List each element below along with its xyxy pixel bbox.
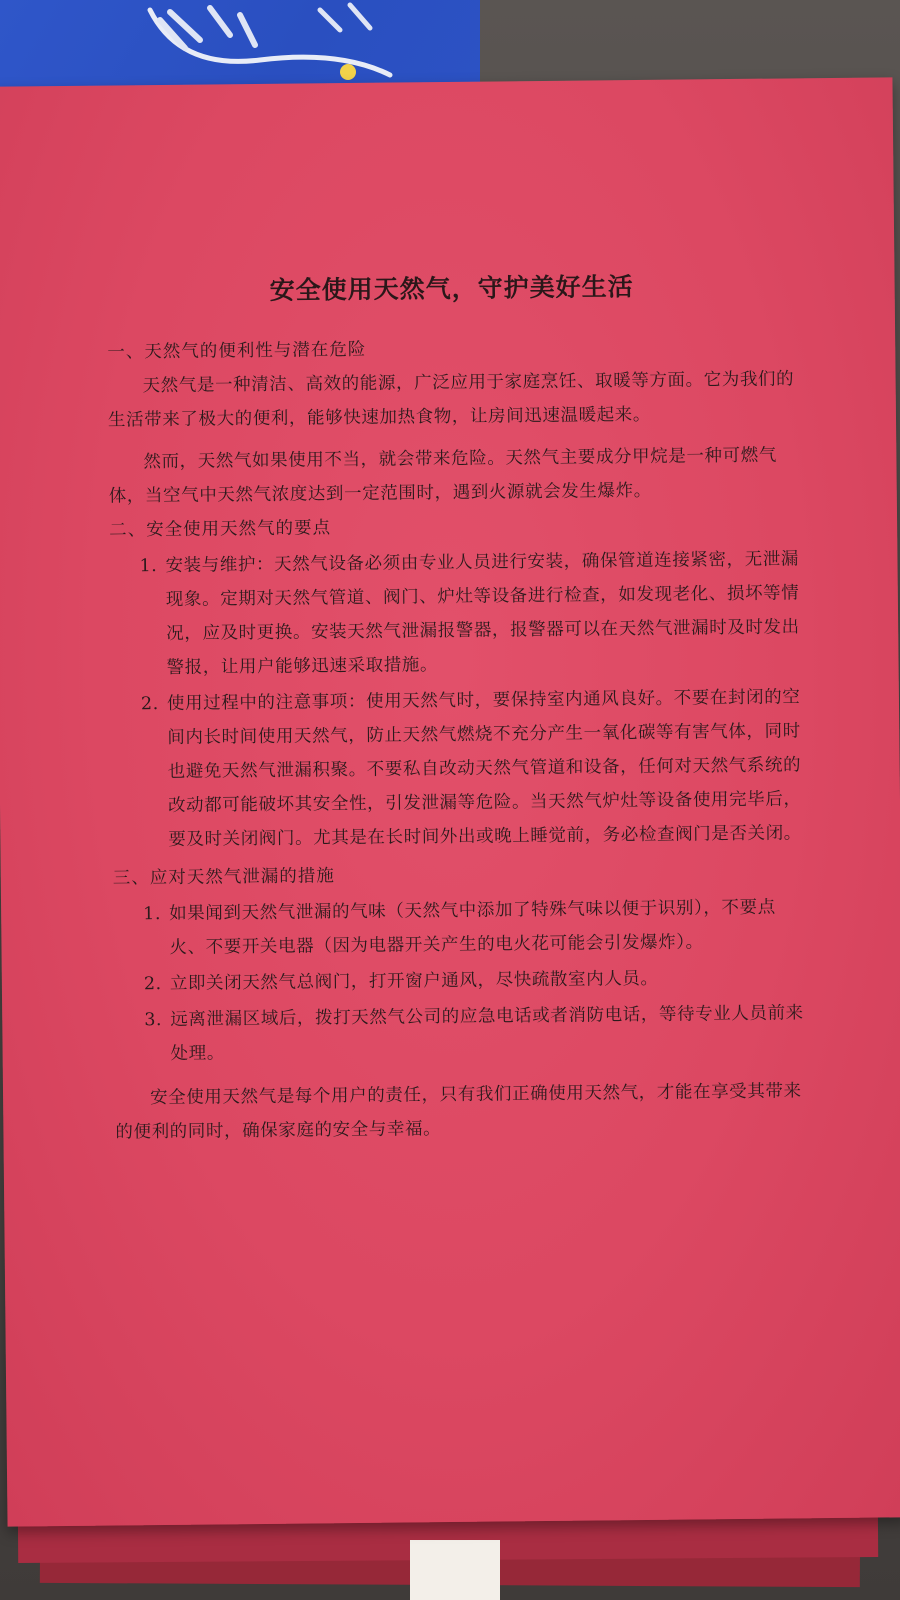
list-number: 1. <box>139 556 158 577</box>
list-text: 远离泄漏区域后，拨打天然气公司的应急电话或者消防电话，等待专业人员前来处理。 <box>170 1003 804 1064</box>
section-heading: 三、应对天然气泄漏的措施 <box>112 866 335 889</box>
document-title: 安全使用天然气，守护美好生活 <box>269 272 634 305</box>
list-text: 立即关闭天然气总阀门，打开窗户通风，尽快疏散室内人员。 <box>169 968 659 994</box>
section-heading: 一、天然气的便利性与潜在危险 <box>107 339 367 363</box>
list-item <box>111 680 803 857</box>
list-number: 1. <box>143 904 162 925</box>
paragraph: 天然气是一种清洁、高效的能源，广泛应用于家庭烹饪、取暖等方面。它为我们的生活带来了极大的便利，能够快速加热食物，让房间迅速温暖起来。 <box>107 369 795 431</box>
closing-paragraph: 安全使用天然气是每个用户的责任，只有我们正确使用天然气，才能在享受其带来的便利的同时，确保家庭的安全与幸福。 <box>115 1081 802 1143</box>
list-item <box>114 960 804 1001</box>
list-item <box>109 542 800 685</box>
list-text: 使用过程中的注意事项：使用天然气时，要保持室内通风良好。不要在封闭的空间内长时间使用天然气，防止天然气燃烧不充分产生一氧化碳等有害气体，同时也避免天然气泄漏积聚。不要私自改动天然气管道和设备，任何对天然气系统的改动都可能破坏其安全性，引发泄漏等危险。当天然气炉灶等设备使用完毕后，要及时关闭阀门。尤其是在长时间外出或晚上睡觉前，务必检查阀门是否关闭。 <box>166 687 802 850</box>
document-body <box>106 268 805 1149</box>
red-paper-sheet <box>0 77 900 1526</box>
numbered-list <box>113 890 805 1071</box>
list-number: 2. <box>143 974 162 995</box>
numbered-list <box>109 542 802 857</box>
list-number: 2. <box>140 694 159 715</box>
list-item <box>113 890 804 965</box>
list-item <box>114 996 805 1071</box>
section-heading: 二、安全使用天然气的要点 <box>109 518 332 541</box>
book-calligraphy-graphic <box>140 0 400 90</box>
list-number: 3. <box>144 1010 163 1031</box>
list-text: 安装与维护：天然气设备必须由专业人员进行安装，确保管道连接紧密，无泄漏现象。定期对天然气管道、阀门、炉灶等设备进行检查，如发现老化、损坏等情况，应及时更换。安装天然气泄漏报警器，报警器可以在天然气泄漏时及时发出警报，让用户能够迅速采取措施。 <box>165 549 800 678</box>
white-object <box>410 1540 500 1600</box>
paragraph: 然而，天然气如果使用不当，就会带来危险。天然气主要成分甲烷是一种可燃气体，当空气中天然气浓度达到一定范围时，遇到火源就会发生爆炸。 <box>108 445 777 507</box>
list-text: 如果闻到天然气泄漏的气味（天然气中添加了特殊气味以便于识别），不要点火、不要开关电器（因为电器开关产生的电火花可能会引发爆炸）。 <box>169 897 776 958</box>
